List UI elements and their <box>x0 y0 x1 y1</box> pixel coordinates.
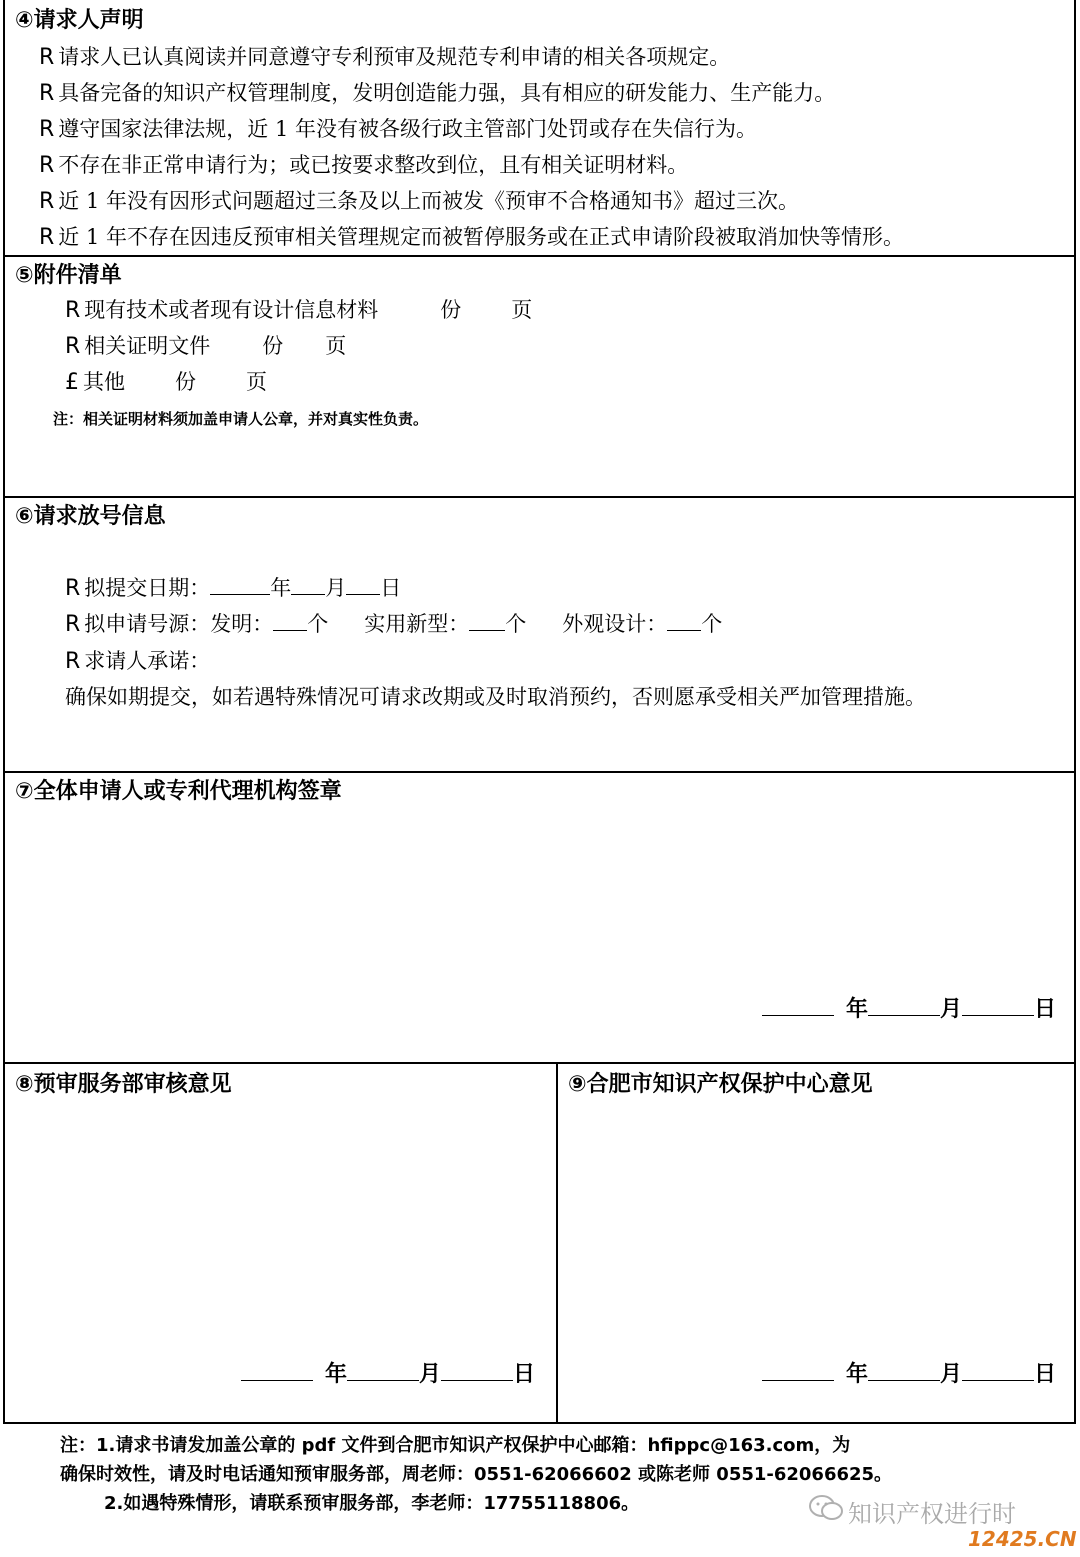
day-field[interactable] <box>346 574 380 595</box>
checkbox-checked-icon[interactable]: R <box>39 225 55 250</box>
wechat-logo-icon <box>808 1494 844 1522</box>
section-number-request <box>5 498 1074 773</box>
promise-label: 求请人承诺： <box>84 649 211 673</box>
checkbox-checked-icon[interactable]: R <box>65 334 81 359</box>
checkbox-checked-icon[interactable]: R <box>39 117 55 142</box>
checkbox-checked-icon[interactable]: R <box>39 153 55 178</box>
checkbox-unchecked-icon[interactable]: £ <box>65 370 79 395</box>
checkbox-checked-icon[interactable]: R <box>39 45 55 70</box>
pages-label: 页 <box>246 370 267 394</box>
center-date <box>762 1360 1056 1388</box>
checkbox-checked-icon[interactable]: R <box>65 298 81 323</box>
attachment-label: 现有技术或者现有设计信息材料 <box>84 298 379 322</box>
section-attachments <box>5 257 1074 498</box>
unit-label: 个 <box>505 612 527 636</box>
submit-date-row <box>65 574 401 602</box>
copies-label: 份 <box>262 334 284 358</box>
checkbox-checked-icon[interactable]: R <box>65 649 81 674</box>
month-label: 月 <box>940 1362 963 1387</box>
attachment-item[interactable] <box>65 297 532 324</box>
section-review-opinion <box>5 1064 558 1424</box>
attachment-item[interactable] <box>65 369 267 396</box>
section-center-opinion <box>558 1064 1074 1424</box>
review-date <box>241 1360 535 1388</box>
section-4-title: ④请求人声明 <box>15 8 144 33</box>
section-applicant-seal <box>5 773 1074 1064</box>
declaration-text: 近 1 年没有因形式问题超过三条及以上而被发《预审不合格通知书》超过三次。 <box>58 189 800 213</box>
promise-text: 确保如期提交，如若遇特殊情况可请求改期或及时取消预约，否则愿承受相关严加管理措施。 <box>65 685 926 709</box>
pages-label: 页 <box>511 298 533 322</box>
day-label: 日 <box>1034 1362 1057 1387</box>
declaration-item[interactable] <box>39 152 688 179</box>
unit-label: 个 <box>701 612 723 636</box>
section-5-title: ⑤附件清单 <box>15 263 122 288</box>
submit-date-label: 拟提交日期： <box>84 576 211 600</box>
copies-label: 份 <box>175 370 196 394</box>
design-label: 外观设计： <box>562 612 668 636</box>
month-field[interactable] <box>868 1360 940 1381</box>
wechat-account-text: 知识产权进行时 <box>848 1500 1016 1528</box>
year-field[interactable] <box>241 1360 313 1381</box>
declaration-item[interactable] <box>39 224 904 251</box>
unit-label: 个 <box>307 612 329 636</box>
section-8-title: ⑧预审服务部审核意见 <box>15 1072 232 1097</box>
section-7-title: ⑦全体申请人或专利代理机构签章 <box>15 779 342 804</box>
declaration-text: 遵守国家法律法规，近 1 年没有被各级行政主管部门处罚或存在失信行为。 <box>58 117 758 141</box>
year-field[interactable] <box>762 1360 834 1381</box>
attachment-item[interactable] <box>65 333 346 360</box>
month-field[interactable] <box>347 1360 419 1381</box>
request-form <box>3 0 1076 1424</box>
attachment-label: 相关证明文件 <box>84 334 211 358</box>
year-label: 年 <box>846 1362 869 1387</box>
month-label: 月 <box>940 997 963 1022</box>
declaration-item[interactable] <box>39 188 799 215</box>
declaration-text: 近 1 年不存在因违反预审相关管理规定而被暂停服务或在正式申请阶段被取消加快等情形。 <box>58 225 905 249</box>
section-applicant-declaration <box>5 0 1074 257</box>
invention-count-field[interactable] <box>273 610 307 631</box>
year-label: 年 <box>325 1362 348 1387</box>
seal-date <box>762 995 1056 1023</box>
month-field[interactable] <box>291 574 325 595</box>
day-field[interactable] <box>962 1360 1034 1381</box>
year-label: 年 <box>270 576 292 600</box>
year-field[interactable] <box>210 574 270 595</box>
month-label: 月 <box>419 1362 442 1387</box>
section-6-title: ⑥请求放号信息 <box>15 504 166 529</box>
declaration-item[interactable] <box>39 44 730 71</box>
checkbox-checked-icon[interactable]: R <box>65 576 81 601</box>
number-source-label: 拟申请号源：发明： <box>84 612 274 636</box>
section-9-title: ⑨合肥市知识产权保护中心意见 <box>568 1072 873 1097</box>
design-count-field[interactable] <box>667 610 701 631</box>
pages-label: 页 <box>325 334 347 358</box>
footer-note-line-1: 注：1.请求书请发加盖公章的 pdf 文件到合肥市知识产权保护中心邮箱：hfippc@163.com，为 <box>60 1435 851 1456</box>
year-label: 年 <box>846 997 869 1022</box>
attachment-note: 注：相关证明材料须加盖申请人公章，并对真实性负责。 <box>53 410 429 428</box>
day-label: 日 <box>1034 997 1057 1022</box>
utility-label: 实用新型： <box>364 612 470 636</box>
declaration-text: 具备完备的知识产权管理制度，发明创造能力强，具有相应的研发能力、生产能力。 <box>58 81 836 105</box>
year-field[interactable] <box>762 995 834 1016</box>
month-field[interactable] <box>868 995 940 1016</box>
declaration-item[interactable] <box>39 116 757 143</box>
checkbox-checked-icon[interactable]: R <box>39 81 55 106</box>
copies-label: 份 <box>440 298 462 322</box>
site-watermark: 12425.CN <box>968 1527 1077 1551</box>
utility-count-field[interactable] <box>469 610 505 631</box>
day-label: 日 <box>380 576 402 600</box>
footer-note-line-2: 确保时效性，请及时电话通知预审服务部，周老师：0551-62066602 或陈老师 0551-62066625。 <box>60 1464 893 1485</box>
number-source-row <box>65 610 722 638</box>
day-field[interactable] <box>962 995 1034 1016</box>
promise-row <box>65 648 210 675</box>
checkbox-checked-icon[interactable]: R <box>65 612 81 637</box>
declaration-item[interactable] <box>39 80 835 107</box>
footer-note-line-3: 2.如遇特殊情形，请联系预审服务部，李老师：17755118806。 <box>104 1493 640 1514</box>
day-field[interactable] <box>441 1360 513 1381</box>
day-label: 日 <box>513 1362 536 1387</box>
checkbox-checked-icon[interactable]: R <box>39 189 55 214</box>
month-label: 月 <box>325 576 347 600</box>
declaration-text: 不存在非正常申请行为；或已按要求整改到位，且有相关证明材料。 <box>58 153 689 177</box>
declaration-text: 请求人已认真阅读并同意遵守专利预审及规范专利申请的相关各项规定。 <box>58 45 731 69</box>
attachment-label: 其他 <box>83 370 125 394</box>
